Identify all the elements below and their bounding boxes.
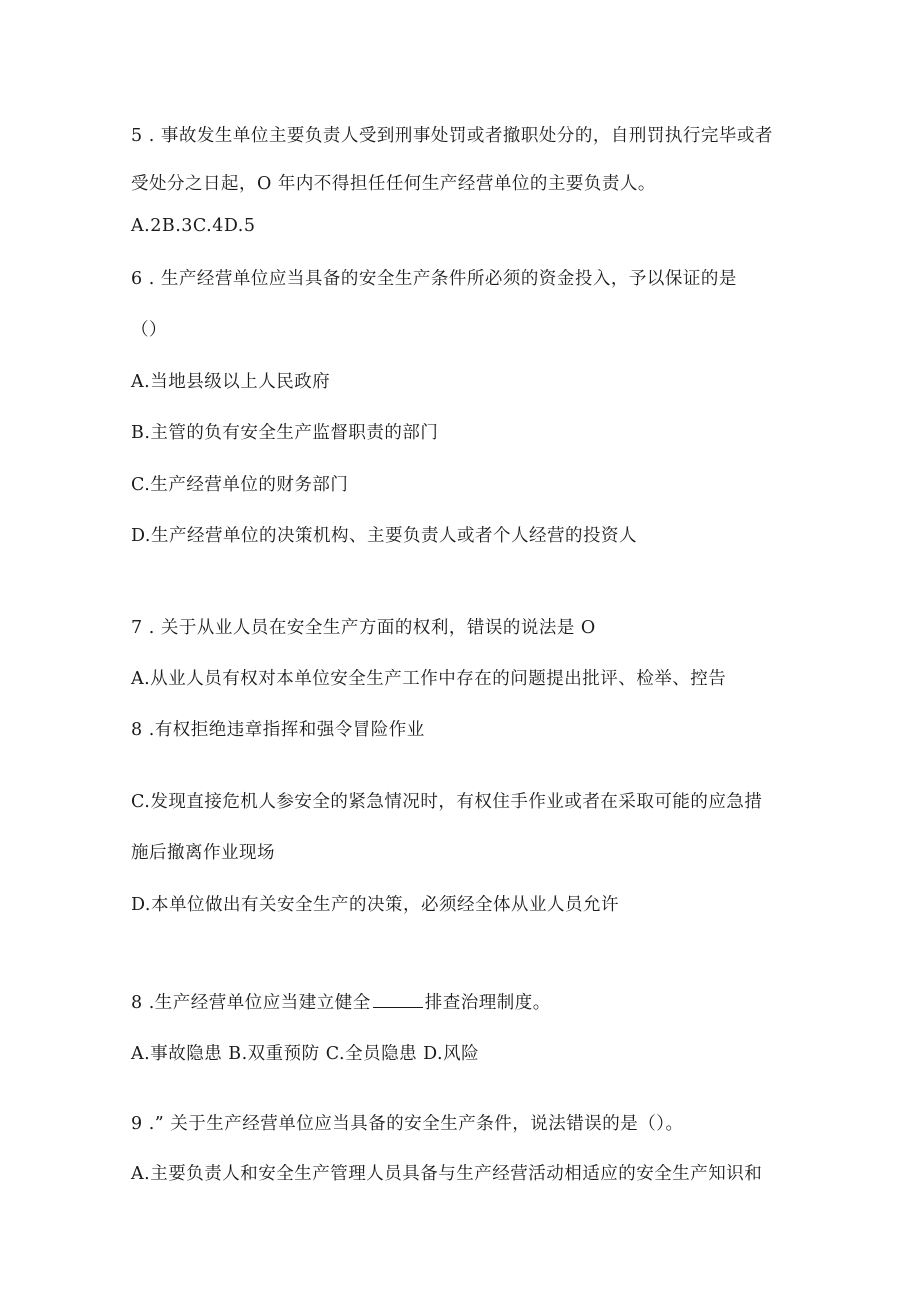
question-7-option-c-line-1: C.发现直接危机人参安全的紧急情况时，有权住手作业或者在采取可能的应急措	[131, 792, 763, 812]
question-5-options: A.2B.3C.4D.5	[131, 216, 256, 236]
question-5-line-2: 受处分之日起，O 年内不得担任任何生产经营单位的主要负责人。	[131, 174, 656, 194]
fill-in-blank	[373, 991, 423, 1008]
question-6-option-d: D.生产经营单位的决策机构、主要负责人或者个人经营的投资人	[131, 526, 637, 546]
question-6-option-b: B.主管的负有安全生产监督职责的部门	[131, 423, 439, 443]
question-6-option-a: A.当地县级以上人民政府	[131, 372, 331, 392]
question-7-line-1: 7 . 关于从业人员在安全生产方面的权利，错误的说法是 O	[131, 618, 596, 638]
question-6-line-1: 6 . 生产经营单位应当具备的安全生产条件所必须的资金投入，予以保证的是	[131, 269, 737, 289]
question-8-text-after: 排查治理制度。	[424, 993, 551, 1013]
question-9-line-1: 9 .” 关于生产经营单位应当具备的安全生产条件，说法错误的是（）。	[131, 1114, 684, 1134]
question-8-line-1	[131, 991, 551, 1015]
question-6-option-c: C.生产经营单位的财务部门	[131, 475, 349, 495]
question-5-line-1: 5 . 事故发生单位主要负责人受到刑事处罚或者撤职处分的，自刑罚执行完毕或者	[131, 126, 773, 146]
question-8-text-before: 8 .生产经营单位应当建立健全	[131, 993, 371, 1013]
question-7-option-c-line-2: 施后撤离作业现场	[131, 843, 275, 863]
question-8-options: A.事故隐患 B.双重预防 C.全员隐患 D.风险	[131, 1044, 480, 1064]
question-7-option-b: 8 .有权拒绝违章指挥和强令冒险作业	[131, 720, 425, 740]
question-6-line-2: （）	[131, 320, 167, 340]
question-7-option-d: D.本单位做出有关安全生产的决策，必须经全体从业人员允许	[131, 895, 619, 915]
question-9-option-a: A.主要负责人和安全生产管理人员具备与生产经营活动相适应的安全生产知识和	[131, 1164, 763, 1184]
question-7-option-a: A.从业人员有权对本单位安全生产工作中存在的问题提出批评、检举、控告	[131, 669, 727, 689]
